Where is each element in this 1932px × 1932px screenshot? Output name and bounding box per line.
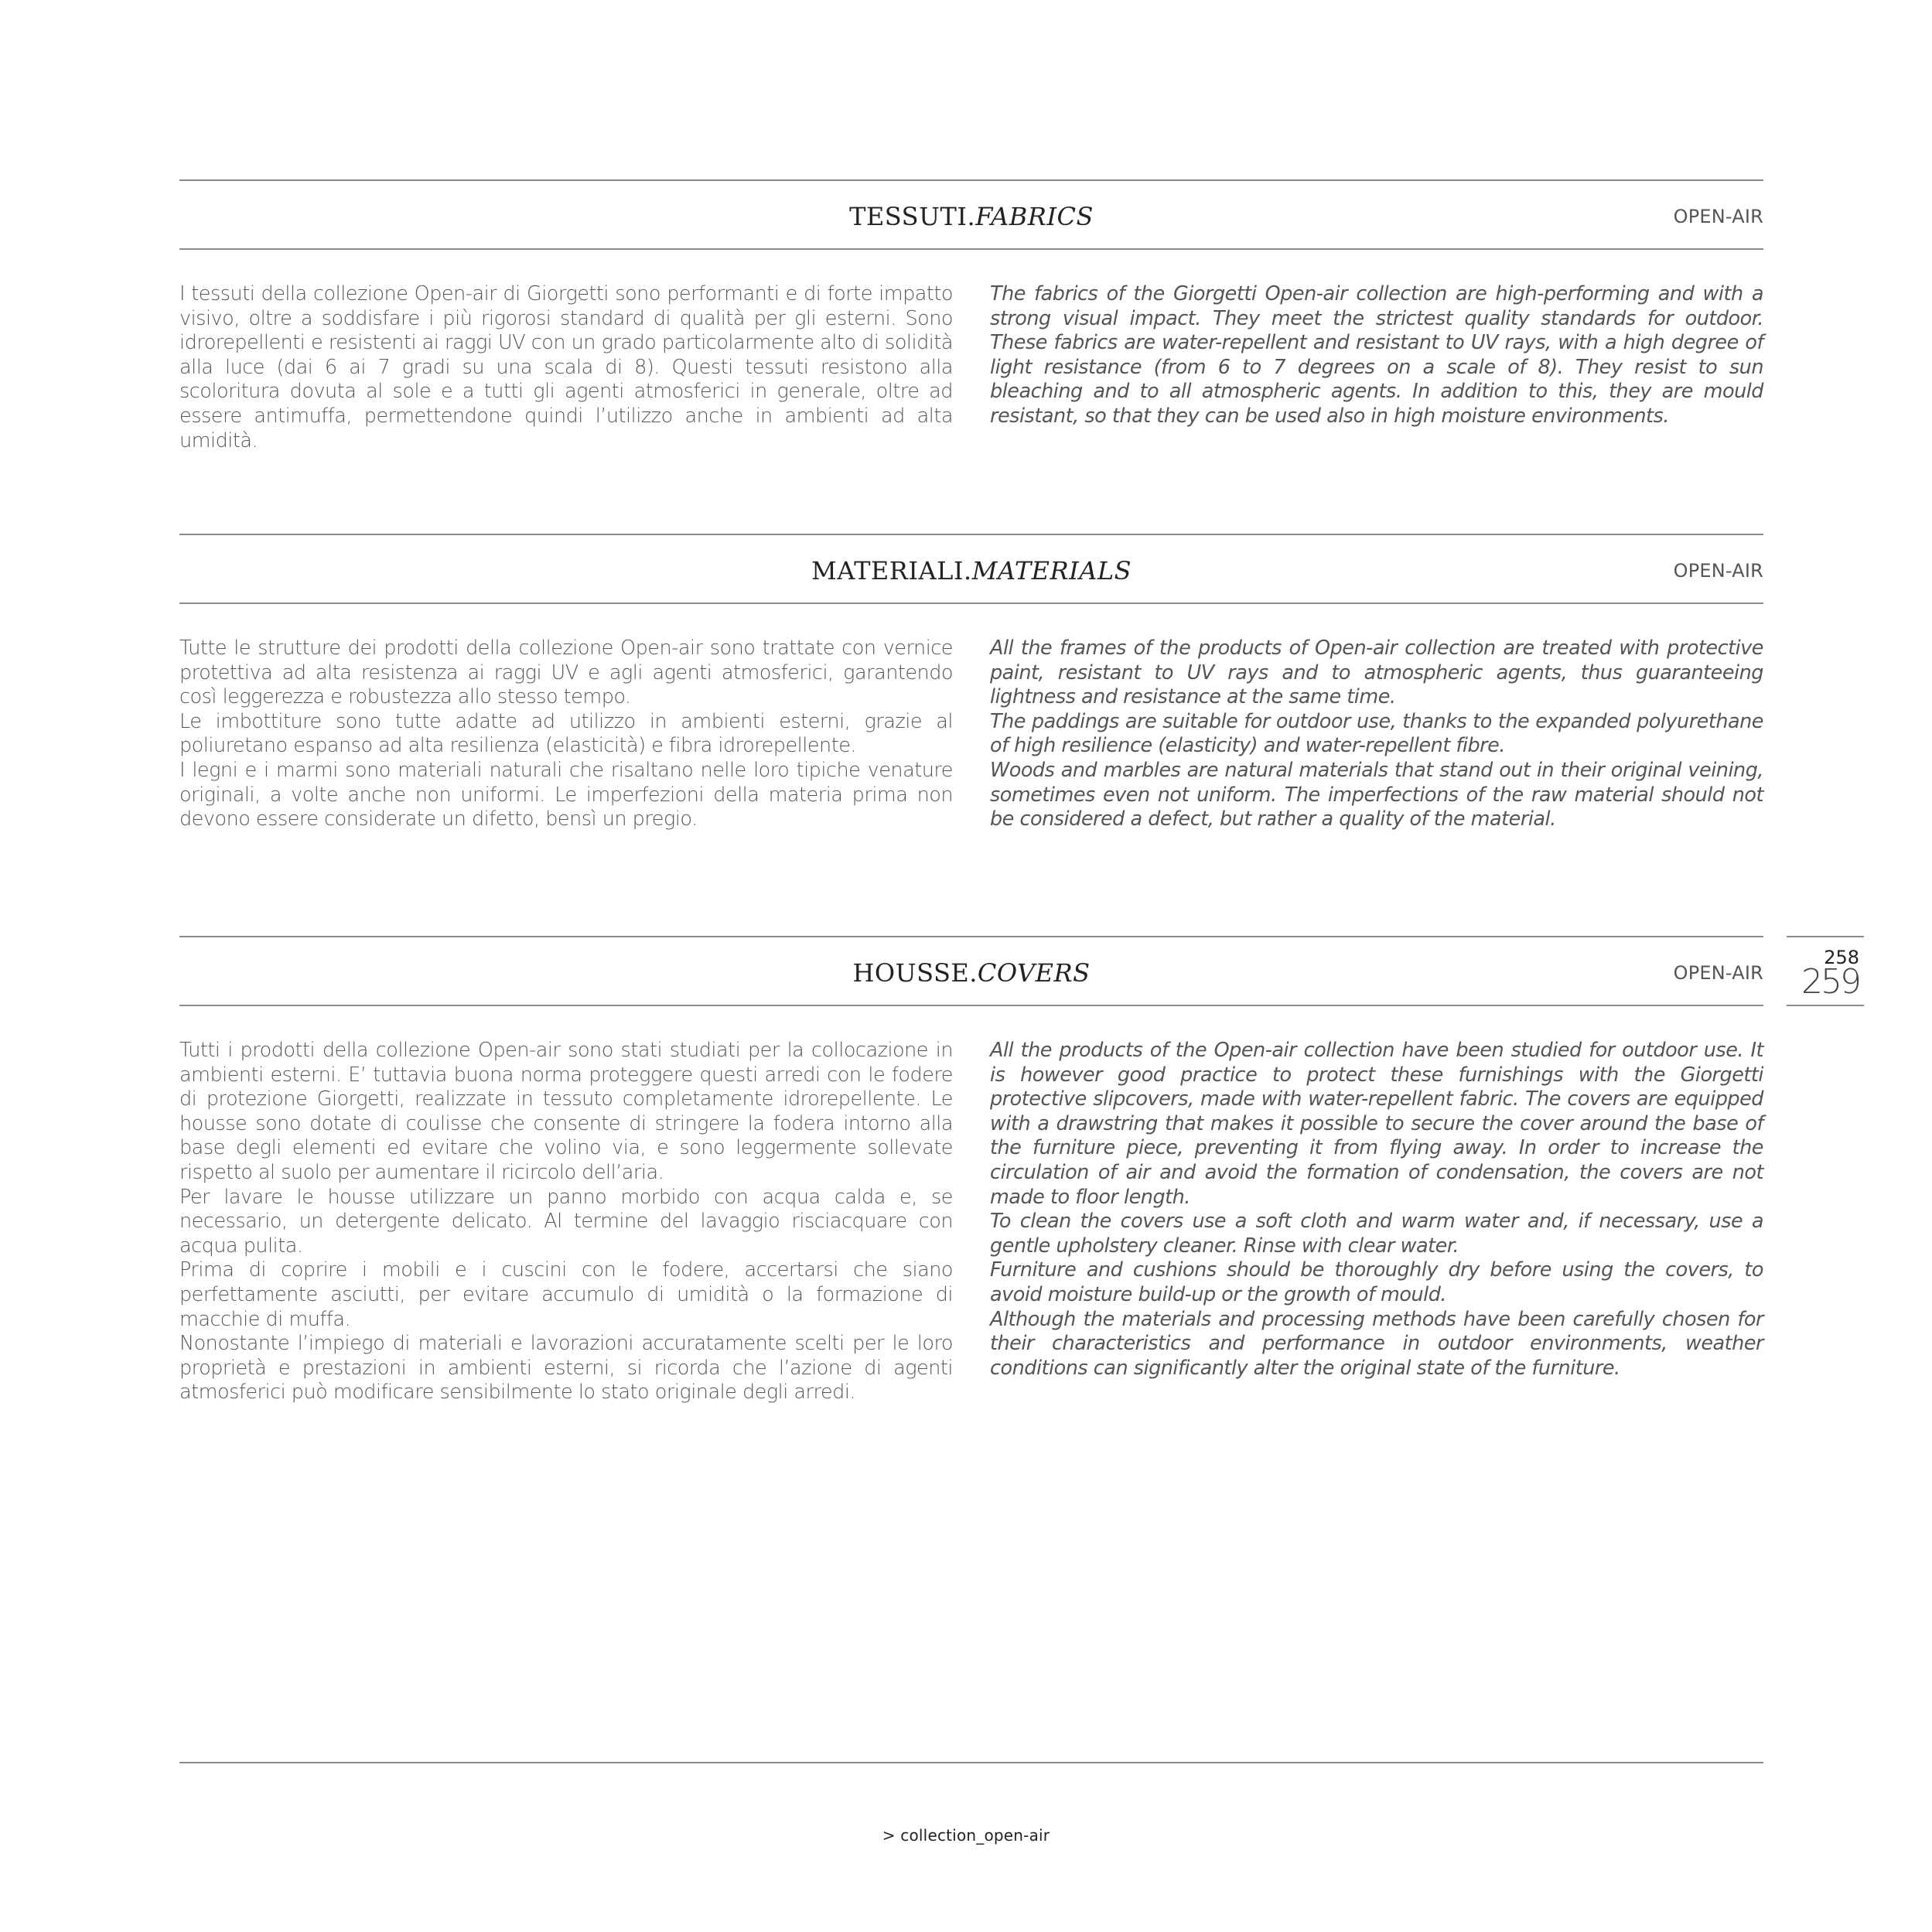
paragraph: Tutte le strutture dei prodotti della collezione Open-air sono trattate con vernice protettiva ad alta resistenza ai raggi UV e agli agenti atmosferici, garantendo così leggerezza e robustezza allo stesso tempo.: [179, 637, 953, 709]
rule-bottom: [179, 602, 1763, 604]
text-italian: [179, 637, 953, 832]
section-title: [179, 957, 1763, 988]
page-number-right: 259: [1801, 962, 1859, 1002]
section-tag: OPEN-AIR: [1673, 560, 1763, 582]
paragraph: All the products of the Open-air collection have been studied for outdoor use. It is however good practice to protect these furnishings with the Giorgetti protective slipcovers, made with water-repellent fabric. The covers are equipped with a drawstring that makes it possible to secure the cover around the base of the furniture piece, preventing it from flying away. In order to increase the circulation of air and avoid the formation of condensation, the covers are not made to floor length.: [990, 1039, 1763, 1209]
section-tag: OPEN-AIR: [1673, 962, 1763, 984]
paragraph: The fabrics of the Giorgetti Open-air collection are high-performing and with a strong visual impact. They meet the strictest quality standards for outdoor. These fabrics are water-repellent and resistant to UV rays, with a high degree of light resistance (from 6 to 7 degrees on a scale of 8). They resist to sun bleaching and to all atmospheric agents. In addition to this, they are mould resistant, so that they can be used also in high moisture environments.: [990, 282, 1763, 428]
paragraph: Prima di coprire i mobili e i cuscini con le fodere, accertarsi che siano perfettamente asciutti, per evitare accumulo di umidità o la formazione di macchie di muffa.: [179, 1258, 953, 1331]
paragraph: To clean the covers use a soft cloth and warm water and, if necessary, use a gentle upholstery cleaner. Rinse with clear water.: [990, 1210, 1763, 1258]
footer-collection-link[interactable]: > collection_open-air: [882, 1826, 1050, 1845]
text-english: [990, 1039, 1763, 1381]
text-english: [990, 282, 1763, 429]
section-title-it: HOUSSE.: [852, 958, 978, 988]
paragraph: Tutti i prodotti della collezione Open-air sono stati studiati per la collocazione in ambienti esterni. E’ tuttavia buona norma proteggere questi arredi con le fodere di protezione Giorgetti, realizzate in tessuto completamente idrorepellente. Le housse sono dotate di coulisse che consente di stringere la fodera intorno alla base degli elementi ed evitare che volino via, e sono leggermente sollevate rispetto al suolo per aumentare il ricircolo dell’aria.: [179, 1039, 953, 1184]
paragraph: I tessuti della collezione Open-air di Giorgetti sono performanti e di forte impatto visivo, oltre a soddisfare i più rigorosi standard di qualità per gli esterni. Sono idrorepellenti e resistenti ai raggi UV con un grado particolarmente alto di solidità alla luce (dai 6 ai 7 gradi su una scala di 8). Questi tessuti resistono alla scoloritura dovuta al sole e a tutti gli agenti atmosferici in generale, oltre ad essere antimuffa, permettendone quindi l’utilizzo anche in ambienti ad alta umidità.: [179, 282, 953, 452]
rule-top: [179, 179, 1763, 181]
paragraph: Nonostante l’impiego di materiali e lavorazioni accuratamente scelti per le loro proprietà e prestazioni in ambienti esterni, si ricorda che l’azione di agenti atmosferici può modificare sensibilmente lo stato originale degli arredi.: [179, 1332, 953, 1405]
paragraph: The paddings are suitable for outdoor use, thanks to the expanded polyurethane of high resilience (elasticity) and water-repellent fibre.: [990, 709, 1763, 758]
paragraph: Although the materials and processing methods have been carefully chosen for their characteristics and performance in outdoor environments, weather conditions can significantly alter the original state of the furniture.: [990, 1307, 1763, 1380]
page-number-rule-bottom: [1787, 1005, 1864, 1006]
rule-top: [179, 936, 1763, 937]
text-english: [990, 637, 1763, 832]
section-title-en: MATERIALS: [971, 556, 1132, 585]
rule-bottom: [179, 248, 1763, 250]
paragraph: Per lavare le housse utilizzare un panno morbido con acqua calda e, se necessario, un detergente delicato. Al termine del lavaggio risciacquare con acqua pulita.: [179, 1185, 953, 1258]
text-italian: [179, 1039, 953, 1405]
text-italian: [179, 282, 953, 453]
rule-top: [179, 534, 1763, 535]
paragraph: I legni e i marmi sono materiali naturali che risaltano nelle loro tipiche venature originali, a volte anche non uniformi. Le imperfezioni della materia prima non devono essere considerate un difetto, bensì un pregio.: [179, 758, 953, 831]
section-title-en: FABRICS: [975, 202, 1094, 231]
section-title: [179, 201, 1763, 232]
footer-rule: [179, 1762, 1763, 1763]
paragraph: Woods and marbles are natural materials that stand out in their original veining, sometimes even not uniform. The imperfections of the raw material should not be considered a defect, but rather a quality of the material.: [990, 758, 1763, 831]
section-title-en: COVERS: [977, 958, 1091, 988]
section-title-it: MATERIALI.: [811, 556, 972, 585]
paragraph: All the frames of the products of Open-air collection are treated with protective paint, resistant to UV rays and to atmospheric agents, thus guaranteeing lightness and resistance at the same time.: [990, 637, 1763, 709]
paragraph: Le imbottiture sono tutte adatte ad utilizzo in ambienti esterni, grazie al poliuretano espanso ad alta resilienza (elasticità) e fibra idrorepellente.: [179, 709, 953, 758]
section-tag: OPEN-AIR: [1673, 206, 1763, 227]
paragraph: Furniture and cushions should be thoroughly dry before using the covers, to avoid moisture build-up or the growth of mould.: [990, 1258, 1763, 1306]
page-number-rule-top: [1787, 936, 1864, 937]
page-number-left: 258: [1824, 947, 1859, 968]
section-title: [179, 555, 1763, 586]
section-title-it: TESSUTI.: [849, 202, 976, 231]
rule-bottom: [179, 1005, 1763, 1006]
